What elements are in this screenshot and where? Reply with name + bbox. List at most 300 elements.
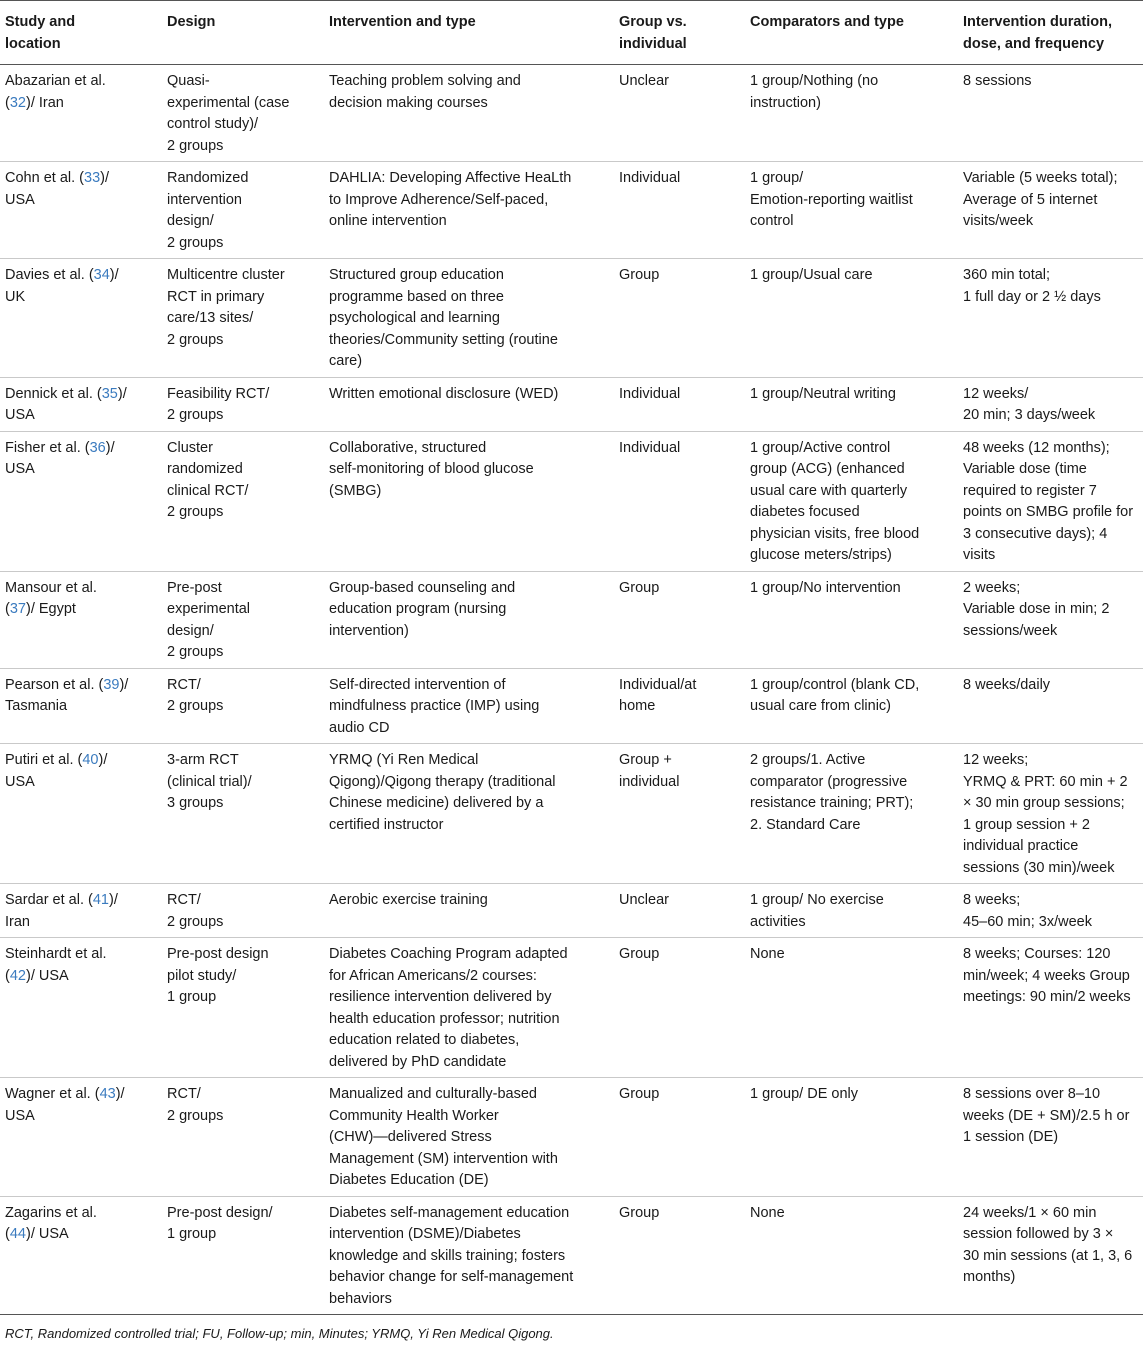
cell-line: behaviors [329,1290,392,1307]
cell-line: knowledge and skills training; fosters [329,1247,566,1264]
group-cell [614,377,745,431]
study-text: Cohn et al. ( [5,170,84,186]
cell-line: meetings: 90 min/2 weeks [963,989,1131,1005]
cell-line: Individual [619,439,681,456]
duration-cell [958,571,1143,668]
cell-line: RCT in primary [167,288,265,305]
table-body [0,65,1143,1315]
study-line [5,696,156,718]
table-row [0,884,1143,938]
cell-line: 2 groups/1. Active [750,752,866,768]
comparators-cell [745,668,958,744]
study-line [5,675,156,697]
duration-cell [958,938,1143,1078]
cell-line: glucose meters/strips) [750,547,892,563]
cell-line: Pre-post design [167,946,269,962]
cell-line: 2 weeks; [963,579,1021,596]
study-text: )/ [109,267,119,283]
cell-line: DAHLIA: Developing Affective HeaLth [329,170,572,186]
cell-line: Diabetes self-management education [329,1204,570,1221]
cell-line: Qigong)/Qigong therapy (traditional [329,773,556,790]
cell-line: Aerobic exercise training [329,892,488,908]
study-text: Pearson et al. ( [5,676,104,693]
cell-line: intervention [167,191,242,208]
cell-line: usual care from clinic) [750,698,892,714]
cell-line: 2 groups [167,407,224,423]
cell-line: theories/Community setting (routine [329,331,558,348]
group-cell [614,259,745,378]
cell-line: 2 groups [167,504,224,520]
group-cell [614,431,745,571]
cell-line: 1 group/control (blank CD, [750,676,920,693]
cell-line: physician visits, free blood [750,525,920,542]
cell-line: online intervention [329,213,447,229]
design-cell [162,377,324,431]
cell-line: Community Health Worker [329,1107,499,1124]
duration-cell [958,259,1143,378]
cell-line: Manualized and culturally-based [329,1086,537,1102]
header-line: Study and [5,14,76,30]
study-text: Wagner et al. ( [5,1086,100,1102]
cell-line: Diabetes Education (DE) [329,1172,489,1188]
table-row [0,571,1143,668]
cell-line: control study)/ [167,116,259,132]
comparators-header [745,1,958,65]
cell-line: session followed by 3 × [963,1226,1114,1242]
cell-line: 8 weeks; Courses: 120 [963,946,1111,962]
reference-link[interactable]: 33 [84,170,101,186]
design-cell [162,884,324,938]
study-text: )/ Egypt [25,601,76,617]
study-text: Tasmania [5,698,68,714]
table-header [0,1,1143,65]
study-text: USA [5,191,35,208]
cell-line: sessions/week [963,622,1058,639]
design-cell [162,938,324,1078]
study-text: )/ [98,752,108,768]
group-cell [614,1196,745,1315]
cell-line: Quasi- [167,73,210,89]
design-cell [162,162,324,259]
study-line [5,1203,156,1225]
study-cell [0,938,162,1078]
cell-line: resilience intervention delivered by [329,989,552,1005]
cell-line: behavior change for self-management [329,1269,574,1285]
cell-line: clinical RCT/ [167,482,249,499]
intervention-cell [324,1196,614,1315]
cell-line: YRMQ (Yi Ren Medical [329,752,479,768]
cell-line: individual practice [963,838,1079,854]
cell-line: Variable (5 weeks total); [963,170,1118,186]
cell-line: Individual/at [619,676,697,693]
table-row [0,162,1143,259]
table-row [0,431,1143,571]
study-text: )/ [105,439,115,456]
cell-line: care) [329,353,363,369]
cell-line: experimental [167,601,251,617]
study-location-header [0,1,162,65]
cell-line: 24 weeks/1 × 60 min [963,1204,1097,1221]
study-text: Iran [5,913,30,930]
cell-line: activities [750,913,806,930]
intervention-header [324,1,614,65]
cell-line: 2 groups [167,1107,224,1124]
header-line: Comparators and type [750,14,904,30]
group-cell [614,744,745,884]
group-cell [614,668,745,744]
cell-line: required to register 7 [963,482,1097,499]
cell-line: months) [963,1269,1016,1285]
cell-line: health education professor; nutrition [329,1010,560,1027]
cell-line: Individual [619,385,681,402]
group-header [614,1,745,65]
table-row [0,377,1143,431]
cell-line: Pre-post design/ [167,1204,273,1221]
table-footnote: RCT, Randomized controlled trial; FU, Follow-up; min, Minutes; YRMQ, Yi Ren Medical Qigong. [5,1326,554,1341]
study-text: USA [5,773,35,790]
intervention-cell [324,744,614,884]
cell-line: 1 group/ No exercise [750,892,884,908]
comparators-cell [745,162,958,259]
reference-link[interactable]: 35 [101,385,118,402]
study-text: Davies et al. ( [5,267,94,283]
cell-line: × 30 min group sessions; [963,795,1125,811]
study-text: Sardar et al. ( [5,892,93,908]
header-line: Intervention duration, [963,14,1113,30]
cell-line: self-monitoring of blood glucose [329,461,534,477]
cell-line: 1 group/No intervention [750,579,901,596]
cell-line: control [750,213,794,229]
cell-line: Chinese medicine) delivered by a [329,795,544,811]
study-line [5,287,156,309]
study-cell [0,1196,162,1315]
intervention-cell [324,377,614,431]
comparators-cell [745,65,958,162]
cell-line: randomized [167,461,243,477]
cell-line: 2 groups [167,234,224,251]
study-text: )/ [108,892,118,908]
cell-line: Individual [619,170,681,186]
study-text: )/ [100,170,109,186]
study-line [5,890,156,912]
header-line: location [5,35,61,52]
cell-line: 1 group/Usual care [750,267,873,283]
table-row [0,1196,1143,1315]
cell-line: None [750,946,785,962]
table-row [0,938,1143,1078]
cell-line: 360 min total; [963,267,1051,283]
reference-link[interactable]: 44 [9,1226,26,1242]
cell-line: programme based on three [329,288,504,305]
cell-line: diabetes focused [750,504,860,520]
study-cell [0,162,162,259]
cell-line: comparator (progressive [750,773,908,790]
intervention-cell [324,938,614,1078]
cell-line: resistance training; PRT); [750,795,914,811]
reference-link[interactable]: 39 [103,676,120,693]
cell-line: 2. Standard Care [750,816,861,833]
reference-link[interactable]: 34 [93,267,110,283]
cell-line: Diabetes Coaching Program adapted [329,946,568,962]
duration-cell [958,744,1143,884]
cell-line: mindfulness practice (IMP) using [329,698,540,714]
cell-line: Unclear [619,73,669,89]
study-cell [0,571,162,668]
cell-line: Group [619,946,660,962]
study-text: Fisher et al. ( [5,439,90,456]
cell-line: 2 groups [167,698,224,714]
header-line: Intervention and type [329,14,476,30]
cell-line: Management (SM) intervention with [329,1150,558,1167]
study-line [5,599,156,621]
study-text: )/ USA [25,967,69,984]
intervention-cell [324,571,614,668]
design-cell [162,431,324,571]
cell-line: intervention (DSME)/Diabetes [329,1226,521,1242]
study-line [5,405,156,427]
cell-line: pilot study/ [167,967,237,984]
intervention-cell [324,431,614,571]
table-row [0,744,1143,884]
cell-line: Multicentre cluster [167,267,285,283]
comparators-cell [745,1078,958,1197]
study-line [5,944,156,966]
study-line [5,168,156,190]
study-line [5,578,156,600]
comparators-cell [745,744,958,884]
reference-link[interactable]: 41 [92,892,109,908]
cell-line: 1 group/Neutral writing [750,385,896,402]
intervention-cell [324,259,614,378]
cell-line: Written emotional disclosure (WED) [329,385,559,402]
comparators-cell [745,571,958,668]
header-line: dose, and frequency [963,35,1105,52]
study-text: Dennick et al. ( [5,385,102,402]
cell-line: 1 session (DE) [963,1129,1059,1145]
study-line [5,750,156,772]
reference-link[interactable]: 37 [9,601,26,617]
duration-cell [958,162,1143,259]
study-cell [0,884,162,938]
cell-line: visits [963,547,996,563]
study-line [5,265,156,287]
study-text: )/ [117,385,127,402]
study-text: Zagarins et al. [5,1204,97,1221]
cell-line: design/ [167,622,214,639]
comparators-cell [745,938,958,1078]
design-cell [162,668,324,744]
group-cell [614,65,745,162]
cell-line: 3-arm RCT [167,752,239,768]
cell-line: 2 groups [167,137,224,154]
study-text: )/ USA [25,1226,69,1242]
cell-line: 2 groups [167,331,224,348]
design-cell [162,1078,324,1197]
study-line [5,190,156,212]
cell-line: 1 group/Nothing (no [750,73,879,89]
cell-line: 20 min; 3 days/week [963,407,1096,423]
reference-link[interactable]: 40 [82,752,99,768]
intervention-cell [324,668,614,744]
cell-line: 3 consecutive days); 4 [963,525,1108,542]
study-line [5,1224,156,1246]
study-line [5,1106,156,1128]
comparators-cell [745,259,958,378]
study-text: )/ [115,1086,125,1102]
cell-line: Collaborative, structured [329,439,487,456]
cell-line: 1 full day or 2 ½ days [963,288,1101,305]
study-line [5,459,156,481]
design-cell [162,65,324,162]
cell-line: Group-based counseling and [329,579,516,596]
duration-cell [958,1078,1143,1197]
cell-line: RCT/ [167,1086,201,1102]
study-text: UK [5,288,26,305]
cell-line: 30 min sessions (at 1, 3, 6 [963,1247,1133,1264]
table-row [0,668,1143,744]
cell-line: decision making courses [329,94,488,111]
cell-line: 8 sessions [963,73,1032,89]
cell-line: group (ACG) (enhanced [750,461,905,477]
study-line [5,438,156,460]
cell-line: (clinical trial)/ [167,773,252,790]
group-cell [614,162,745,259]
cell-line: for African Americans/2 courses: [329,967,537,984]
cell-line: Self-directed intervention of [329,676,506,693]
study-line [5,772,156,794]
cell-line: Pre-post [167,579,222,596]
study-cell [0,668,162,744]
group-cell [614,571,745,668]
cell-line: care/13 sites/ [167,310,254,326]
cell-line: 2 groups [167,644,224,660]
cell-line: Structured group education [329,267,504,283]
cell-line: education program (nursing [329,601,507,617]
comparators-cell [745,1196,958,1315]
duration-cell [958,668,1143,744]
study-cell [0,744,162,884]
cell-line: 3 groups [167,795,224,811]
design-header [162,1,324,65]
study-cell [0,1078,162,1197]
study-text: USA [5,1107,35,1124]
cell-line: sessions (30 min)/week [963,859,1115,876]
study-text: Steinhardt et al. [5,946,107,962]
duration-cell [958,1196,1143,1315]
cell-line: 1 group [167,989,217,1005]
cell-line: points on SMBG profile for [963,504,1134,520]
duration-cell [958,65,1143,162]
study-cell [0,431,162,571]
cell-line: instruction) [750,94,821,111]
reference-link[interactable]: 32 [9,94,26,111]
cell-line: certified instructor [329,816,444,833]
table-row [0,1078,1143,1197]
cell-line: weeks (DE + SM)/2.5 h or [963,1107,1130,1124]
cell-line: Teaching problem solving and [329,73,521,89]
cell-line: RCT/ [167,676,201,693]
design-cell [162,1196,324,1315]
cell-line: Randomized [167,170,249,186]
cell-line: 1 group/ DE only [750,1086,859,1102]
cell-line: visits/week [963,213,1034,229]
intervention-cell [324,162,614,259]
cell-line: 1 group session + 2 [963,816,1090,833]
study-text: Abazarian et al. [5,73,106,89]
cell-line: delivered by PhD candidate [329,1053,507,1070]
design-cell [162,259,324,378]
cell-line: individual [619,773,680,790]
study-text: )/ [119,676,129,693]
study-text: )/ Iran [25,94,64,111]
group-cell [614,938,745,1078]
cell-line: to Improve Adherence/Self-paced, [329,191,549,208]
cell-line: YRMQ & PRT: 60 min + 2 [963,773,1128,790]
duration-cell [958,377,1143,431]
study-text: USA [5,407,35,423]
cell-line: RCT/ [167,892,201,908]
cell-line: Group [619,267,660,283]
cell-line: 12 weeks/ [963,385,1029,402]
header-row [0,1,1143,65]
header-line: Group vs. [619,14,687,30]
cell-line: 12 weeks; [963,752,1029,768]
intervention-cell [324,1078,614,1197]
study-line [5,93,156,115]
design-cell [162,571,324,668]
cell-line: Variable dose (time [963,461,1087,477]
table-row [0,259,1143,378]
cell-line: education related to diabetes, [329,1032,520,1048]
reference-link[interactable]: 36 [89,439,106,456]
comparators-cell [745,431,958,571]
cell-line: 2 groups [167,913,224,930]
study-cell [0,377,162,431]
cell-line: Feasibility RCT/ [167,385,270,402]
cell-line: home [619,698,656,714]
cell-line: psychological and learning [329,310,500,326]
study-text: ( [5,1226,10,1242]
study-line [5,1084,156,1106]
study-line [5,966,156,988]
cell-line: min/week; 4 weeks Group [963,967,1130,984]
cell-line: design/ [167,213,214,229]
cell-line: Group [619,1204,660,1221]
cell-line: Average of 5 internet [963,191,1098,208]
header-line: Design [167,14,216,30]
cell-line: 1 group/ [750,170,804,186]
comparators-cell [745,377,958,431]
intervention-cell [324,65,614,162]
cell-line: Group + [619,752,672,768]
cell-line: 8 weeks/daily [963,676,1051,693]
group-cell [614,1078,745,1197]
reference-link[interactable]: 43 [99,1086,116,1102]
cell-line: 48 weeks (12 months); [963,439,1110,456]
cell-line: Group [619,1086,660,1102]
cell-line: usual care with quarterly [750,482,908,499]
header-line: individual [619,35,687,52]
cell-line: None [750,1204,785,1221]
cell-line: Group [619,579,660,596]
cell-line: audio CD [329,719,390,736]
study-text: ( [5,94,10,111]
reference-link[interactable]: 42 [9,967,26,984]
table-row [0,65,1143,162]
cell-line: 8 sessions over 8–10 [963,1086,1101,1102]
study-text: Mansour et al. [5,579,97,596]
duration-cell [958,431,1143,571]
